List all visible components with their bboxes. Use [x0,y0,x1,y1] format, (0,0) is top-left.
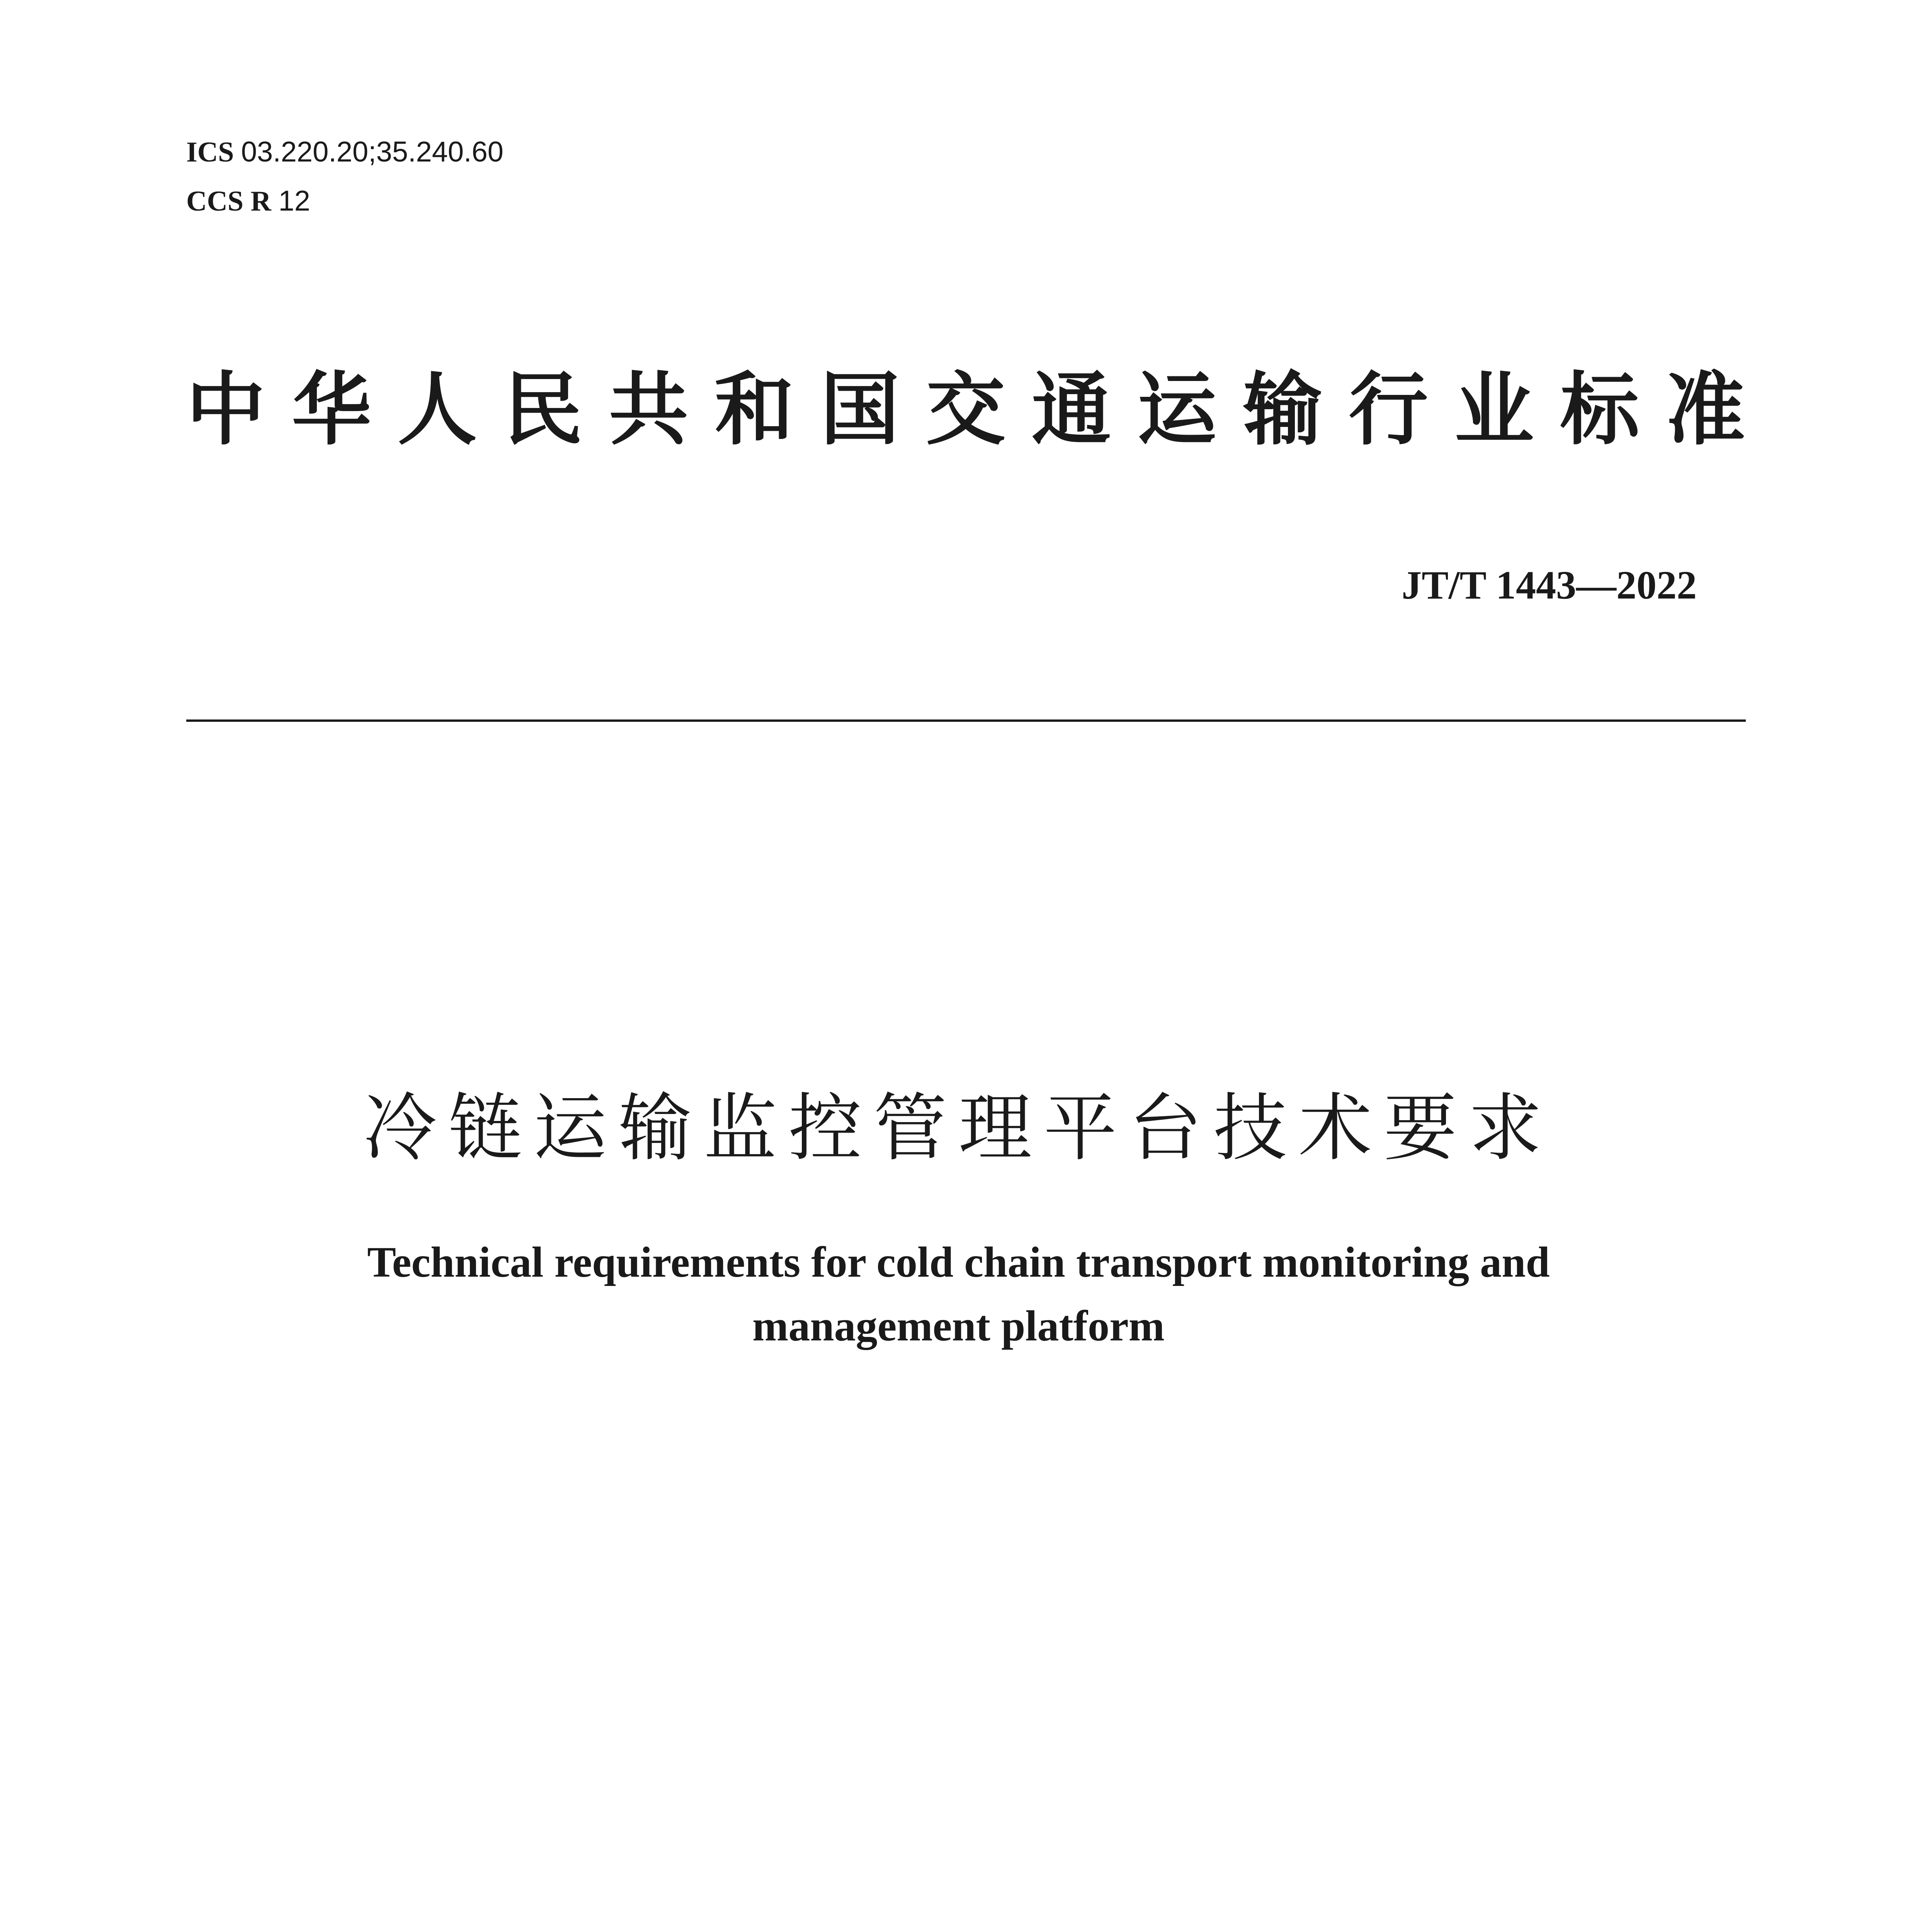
ccs-line [186,177,503,226]
top-divider [186,719,1746,722]
ccs-label: CCS [186,185,244,217]
ccs-category: R [250,185,271,217]
classification-codes [186,128,503,226]
ics-line [186,128,503,177]
standard-number: JT/T 1443—2022 [1402,563,1697,607]
industry-standard-title: 中华人民共和国交通运输行业标准 [186,363,1746,456]
ics-value: 03.220.20;35.240.60 [241,136,503,168]
document-title-chinese: 冷链运输监控管理平台技术要求 [363,1085,1554,1171]
document-title-english: Technical requirements for cold chain transport monitoring and management platform [367,1238,1550,1350]
ics-label: ICS [186,136,234,168]
ccs-value: 12 [278,185,310,217]
